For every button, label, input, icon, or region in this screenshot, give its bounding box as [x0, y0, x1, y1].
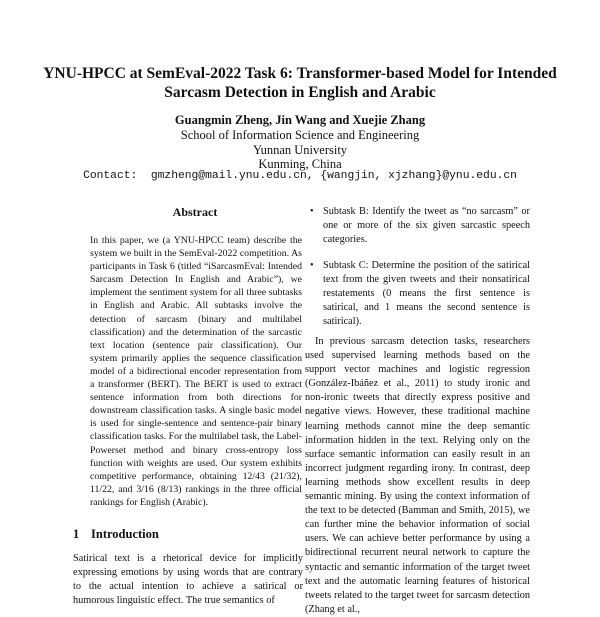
- list-item-text: Subtask C: Determine the position of the satirical text from the given tweets and their nonsatirical restatements (0 means the first sentence is satirical, and 1 means the second sentence is satirical).: [323, 259, 530, 328]
- abstract-text: [90, 234, 302, 509]
- body-paragraph: In previous sarcasm detection tasks, researchers used supervised learning methods based on the support vector machines and logistic regression (González-Ibáñez et al., 2011) to study ironic and non-ironic tweets that directly express positive and negative views. However, these traditional machine learning methods cannot mine the deep semantic information hidden in the text. Relying only on the surface semantic information can easily result in an incorrect judgment regarding irony. In contrast, deep learning methods show excellent results in deep semantic mining. By using the context information of the text to be detected (Bamman and Smith, 2015), we can further mine the behavior information of social users. We can achieve better performance by using a bidirectional recurrent neural network to capture the syntactic and semantic information of the target tweet text and the automatic learning features of historical tweets related to the target tweet for sarcasm detection (Zhang et al.,: [305, 336, 530, 615]
- subtask-list: [305, 205, 530, 341]
- section-number: 1: [73, 527, 80, 541]
- list-item: [305, 259, 530, 330]
- introduction-paragraph: Satirical text is a rhetorical device for implicitly expressing emotions by using words that are contrary to the actual intention to achieve a satirical or humorous linguistic effect. The true semantics of: [73, 553, 303, 606]
- paper-title: YNU-HPCC at SemEval-2022 Task 6: Transformer-based Model for Intended Sarcasm Detection in English and Arabic: [43, 65, 557, 101]
- abstract-paragraph: In this paper, we (a YNU-HPCC team) describe the system we built in the SemEval-2022 competition. As participants in Task 6 (titled “iSarcasmEval: Intended Sarcasm Detection In English and Arabic”), we implement the sentiment system for all three subtasks in English and Arabic. All subtasks involve the detection of sarcasm (binary and multilabel classification) and the determination of the sarcastic text location (sentence pair classification). Our system primarily applies the sequence classification model of a bidirectional encoder representation from a transformer (BERT). The BERT is used to extract sentence information from both directions for downstream classification tasks. A single basic model is used for single-sentence and sentence-pair binary classification tasks. For the multilabel task, the Label-Powerset method and binary cross-entropy loss function with weights are used. Our system exhibits competitive performance, obtaining 12/43 (21/32), 11/22, and 3/16 (8/13) rankings in the three official rankings for English (Arabic).: [90, 235, 302, 508]
- section-heading: [73, 527, 303, 542]
- bullet-icon: •: [310, 259, 314, 271]
- list-item: [305, 205, 530, 248]
- affiliation-line: School of Information Science and Engineering: [180, 128, 420, 142]
- list-item-text: Subtask B: Identify the tweet as “no sarcasm” or one or more of the six given sarcastic speech categories.: [323, 206, 530, 246]
- paper-authors: Guangmin Zheng, Jin Wang and Xuejie Zhang: [174, 113, 426, 127]
- affiliation-line: Yunnan University: [252, 143, 348, 157]
- contact-line: Contact: gmzheng@mail.ynu.edu.cn, {wangjin, xjzhang}@ynu.edu.cn: [83, 170, 517, 182]
- section-title: Introduction: [91, 527, 159, 541]
- affiliation-line: Kunming, China: [258, 157, 342, 171]
- bullet-icon: •: [310, 206, 314, 217]
- abstract-heading: Abstract: [172, 205, 218, 219]
- body-text: [305, 335, 530, 617]
